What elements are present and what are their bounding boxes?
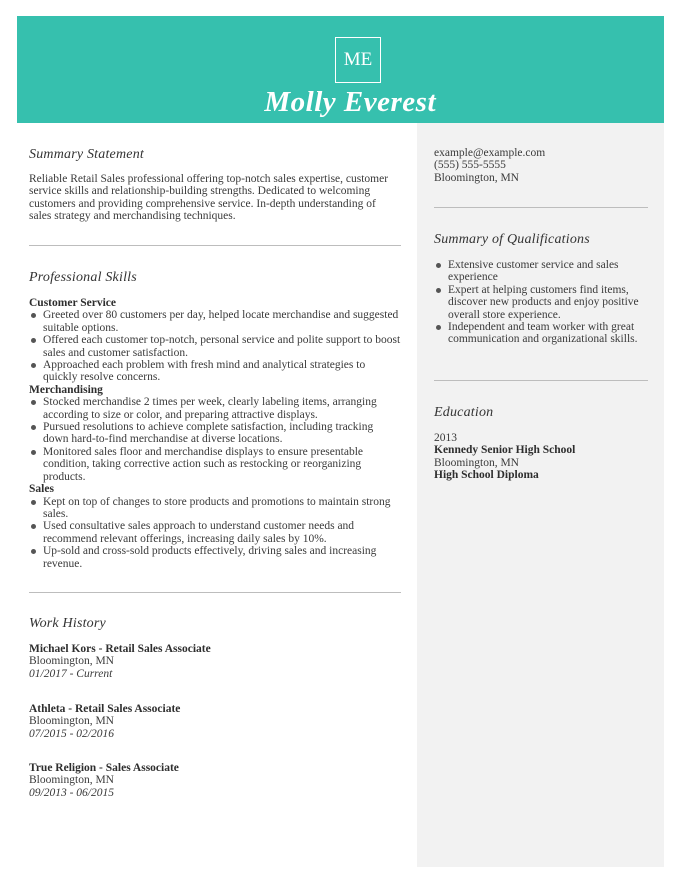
qualifications-list (434, 259, 650, 346)
job-entry (29, 762, 179, 799)
education-title: Education (434, 405, 494, 420)
contact-location: Bloomington, MN (434, 171, 519, 184)
list-item: Up-sold and cross-sold products effectively, driving sales and increasing revenue. (29, 545, 401, 570)
header-banner (17, 16, 664, 123)
list-item: Expert at helping customers find items, discover new products and enjoy positive overall store experience. (434, 284, 650, 321)
job-location: Bloomington, MN (29, 774, 114, 787)
job-location: Bloomington, MN (29, 655, 114, 668)
summary-text: Reliable Retail Sales professional offering top-notch sales expertise, customer service skills and relationship-building strengths. Dedicated to welcoming customers and providing comprehensive service. In-depth understanding of sales strategy and merchandising techniques. (29, 173, 389, 223)
education-block (434, 432, 575, 482)
job-dates: 09/2013 - 06/2015 (29, 786, 114, 799)
sidebar (417, 123, 664, 867)
job-dates: 07/2015 - 02/2016 (29, 727, 114, 740)
divider (434, 380, 648, 381)
job-location: Bloomington, MN (29, 715, 114, 728)
job-entry (29, 643, 211, 680)
summary-title: Summary Statement (29, 147, 144, 162)
skill-list (29, 496, 401, 570)
list-item: Used consultative sales approach to understand customer needs and recommend relevant offerings, increasing daily sales by 10%. (29, 520, 401, 545)
job-entry (29, 703, 180, 740)
list-item: Independent and team worker with great communication and organizational skills. (434, 321, 650, 346)
education-location: Bloomington, MN (434, 456, 519, 469)
skill-group-title: Customer Service (29, 297, 116, 309)
contact-phone: (555) 555-5555 (434, 159, 506, 172)
skill-group-title: Sales (29, 483, 54, 496)
divider (434, 207, 648, 208)
skills-title: Professional Skills (29, 270, 137, 285)
divider (29, 245, 401, 246)
job-title: Michael Kors - Retail Sales Associate (29, 643, 211, 655)
work-title: Work History (29, 616, 106, 631)
contact-block (434, 147, 545, 184)
list-item: Kept on top of changes to store products and promotions to maintain strong sales. (29, 496, 401, 521)
job-title: True Religion - Sales Associate (29, 762, 179, 774)
job-title: Athleta - Retail Sales Associate (29, 703, 181, 715)
list-item: Extensive customer service and sales experience (434, 259, 650, 284)
education-degree: High School Diploma (434, 469, 539, 482)
contact-email: example@example.com (434, 147, 546, 159)
job-dates: 01/2017 - Current (29, 667, 113, 680)
skills-block (29, 297, 401, 570)
education-year: 2013 (434, 432, 457, 444)
list-item: Pursued resolutions to achieve complete satisfaction, including tracking down hard-to-find merchandise at diverse locations. (29, 421, 401, 446)
skill-list (29, 309, 401, 383)
divider (29, 592, 401, 593)
list-item: Approached each problem with fresh mind and analytical strategies to quickly resolve concerns. (29, 359, 401, 384)
education-school: Kennedy Senior High School (434, 444, 576, 457)
list-item: Monitored sales floor and merchandise displays to ensure presentable condition, taking corrective action such as restocking or reorganizing products. (29, 446, 401, 483)
list-item: Offered each customer top-notch, personal service and polite support to boost sales and customer satisfaction. (29, 334, 401, 359)
skill-list (29, 396, 401, 483)
list-item: Stocked merchandise 2 times per week, clearly labeling items, arranging according to size or color, and preparing attractive displays. (29, 396, 401, 421)
skill-group-title: Merchandising (29, 383, 103, 396)
candidate-name: Molly Everest (264, 86, 436, 118)
qualifications-title: Summary of Qualifications (434, 232, 590, 247)
monogram: ME (335, 37, 381, 83)
list-item: Greeted over 80 customers per day, helped locate merchandise and suggested suitable options. (29, 309, 401, 334)
